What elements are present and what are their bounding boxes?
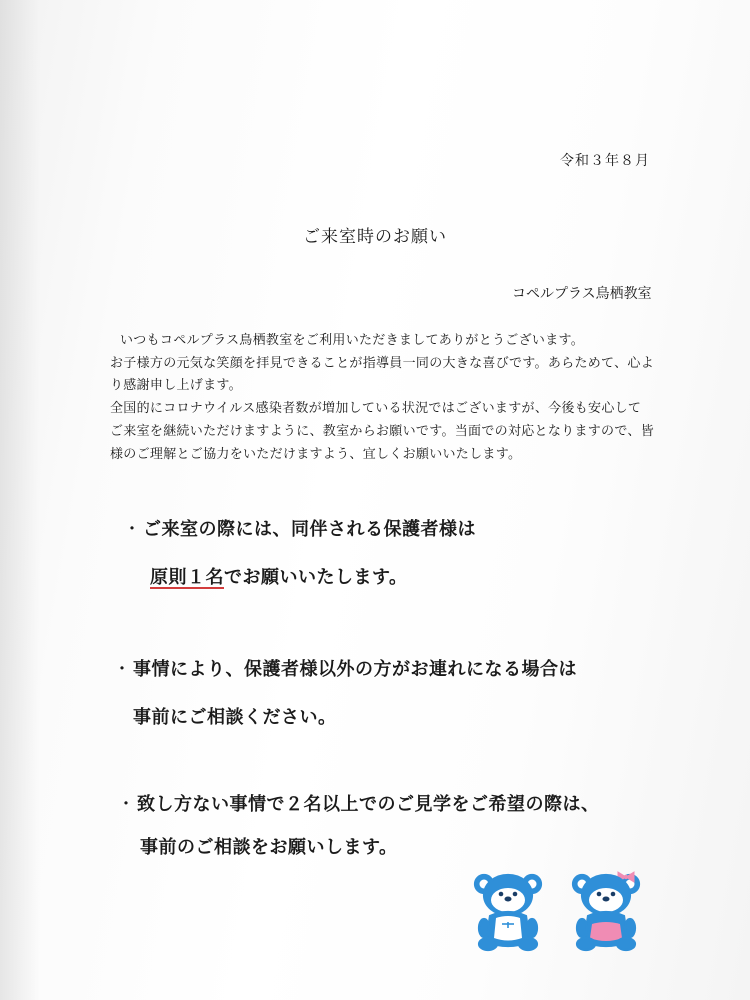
koala-bear-boy-icon [475,875,541,950]
notice-2-line-2: 事前にご相談ください。 [133,707,337,728]
notice-1-line-2 [150,563,408,589]
bullet-mark: ・ [113,659,132,680]
intro-line: り感謝申し上げます。 [110,378,242,394]
notice-3-text: 致し方ない事情で２名以上でのご見学をご希望の際は、 [137,794,600,815]
notice-2-text: 事情により、保護者様以外の方がお連れになる場合は [133,659,577,680]
notice-2-line-1 [113,655,577,681]
intro-line: お子様方の元気な笑顔を拝見できることが指導員一同の大きな喜びです。あらためて、心よ [110,355,655,371]
intro-line: 全国的にコロナウイルス感染者数が増加している状況ではございますが、今後も安心して [110,401,642,417]
bullet-mark: ・ [117,794,136,815]
notice-1-text-rest: でお願いいたします。 [224,567,408,588]
notice-1-line-1 [123,515,476,541]
mascot-illustration [470,868,645,953]
notice-3-line-2: 事前のご相談をお願いします。 [140,837,398,858]
document-title: ご来室時のお願い [303,227,447,247]
bullet-mark: ・ [123,519,142,540]
intro-line: ご来室を継続いただけますように、教室からお願いです。当面での対応となりますので、皆 [110,423,655,439]
koala-bear-girl-icon [573,872,639,950]
intro-line: 様のご理解とご協力をいただけますよう、宜しくお願いいたします。 [110,446,522,462]
document-date: 令和３年８月 [560,153,650,169]
intro-line: いつもコペルプラス鳥栖教室をご利用いただきましてありがとうございます。 [120,333,585,348]
notice-1-emphasis: 原則１名 [150,567,224,588]
page-shadow [0,0,40,1000]
sender-name: コペルプラス鳥栖教室 [512,286,652,302]
intro-paragraph [110,330,690,466]
notice-3-line-1 [117,790,600,816]
notice-1-text: ご来室の際には、同伴される保護者様は [143,519,476,540]
